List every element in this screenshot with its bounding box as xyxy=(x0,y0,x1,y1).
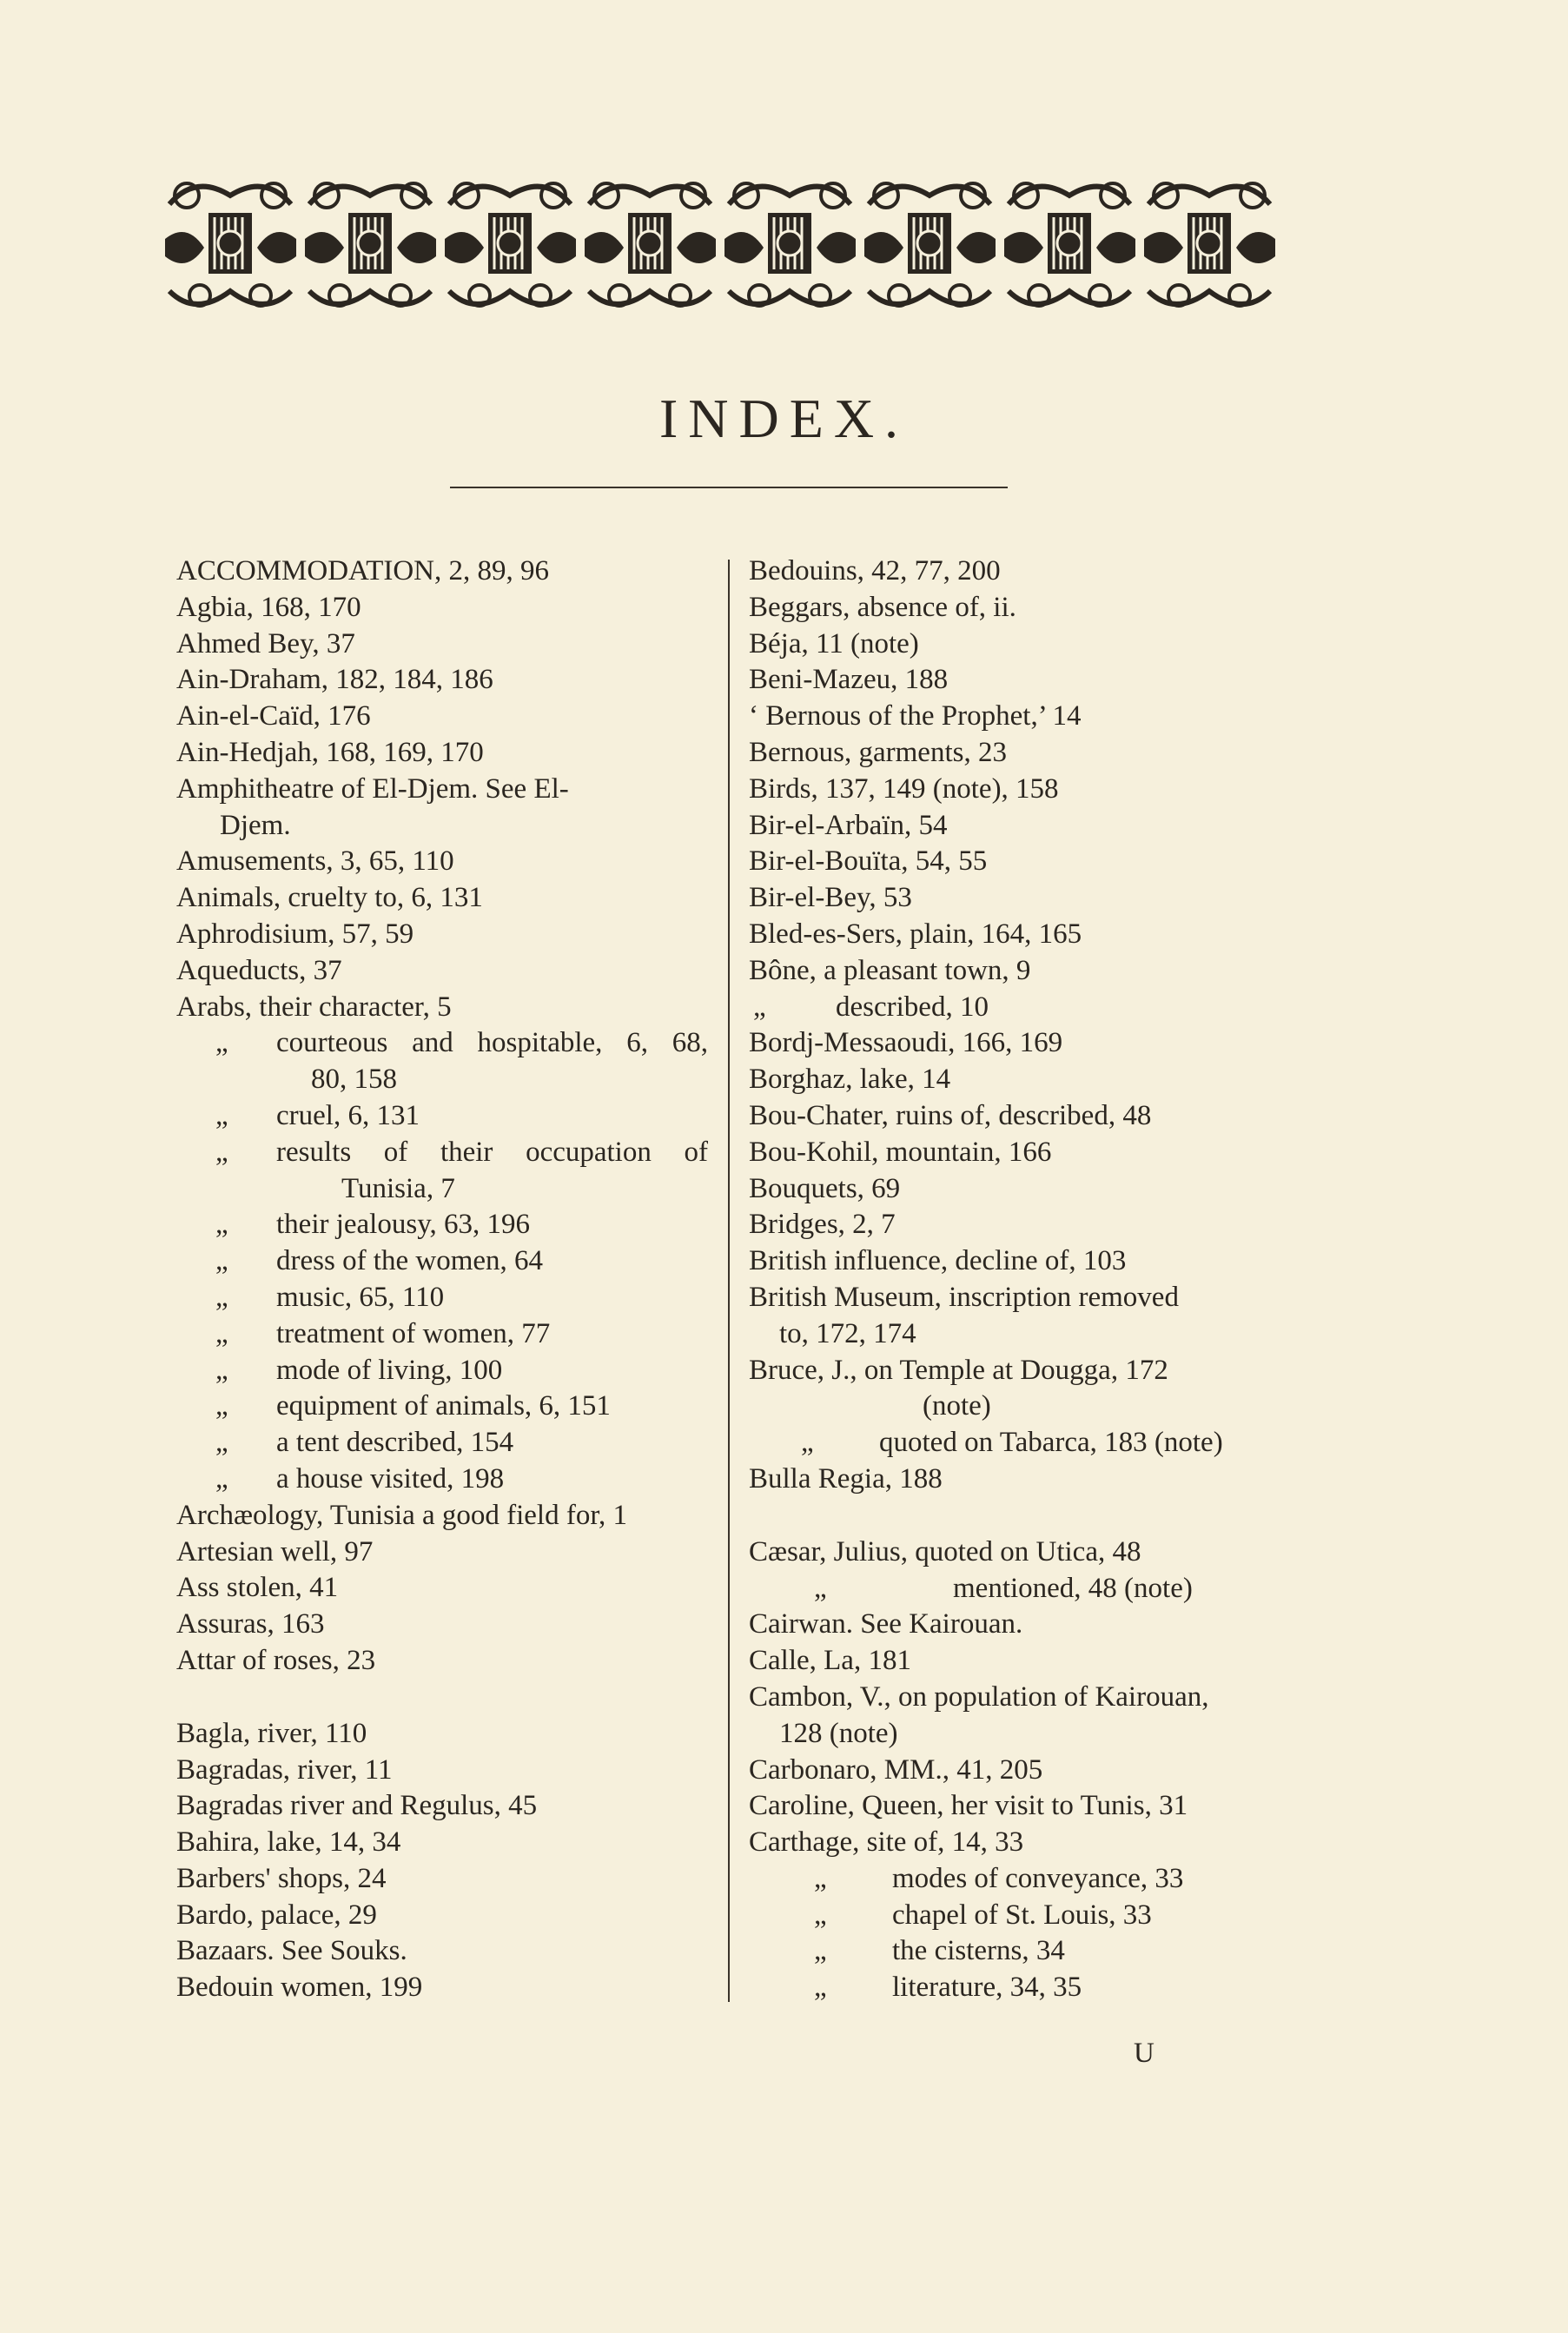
index-entry: Bedouins, 42, 77, 200 xyxy=(749,555,1001,587)
index-entry: Beggars, absence of, ii. xyxy=(749,591,1016,623)
signature-mark: U xyxy=(1134,2038,1154,2069)
index-entry: Bordj-Messaoudi, 166, 169 xyxy=(749,1027,1063,1059)
index-entry: Cæsar, Julius, quoted on Utica, 48 xyxy=(749,1535,1141,1567)
index-entry: British Museum, inscription removed xyxy=(749,1281,1179,1313)
index-entry: Bône, a pleasant town, 9 xyxy=(749,954,1031,986)
index-entry: Bahira, lake, 14, 34 xyxy=(176,1826,401,1859)
index-entry: Bou-Chater, ruins of, described, 48 xyxy=(749,1099,1152,1131)
index-entry: Béja, 11 (note) xyxy=(749,627,919,659)
index-column-right xyxy=(749,553,1279,2006)
index-subentry: „ described, 10 xyxy=(753,991,989,1023)
index-entry: Amphitheatre of El-Djem. See El- xyxy=(176,772,569,805)
index-subentry: „ music, 65, 110 xyxy=(215,1281,445,1313)
index-entry: Bulla Regia, 188 xyxy=(749,1462,943,1495)
index-entry: Ain-Draham, 182, 184, 186 xyxy=(176,664,493,696)
section-gap xyxy=(176,1680,708,1716)
index-entry-continuation: to, 172, 174 xyxy=(779,1317,916,1349)
index-entry: Calle, La, 181 xyxy=(749,1645,911,1677)
index-entry-continuation: Djem. xyxy=(220,809,291,841)
index-subentry: „ the cisterns, 34 xyxy=(814,1935,1065,1967)
index-entry: Ain-Hedjah, 168, 169, 170 xyxy=(176,736,484,768)
index-entry: Bir-el-Bouïta, 54, 55 xyxy=(749,845,988,878)
index-entry: Borghaz, lake, 14 xyxy=(749,1064,951,1096)
index-column-left xyxy=(176,553,708,2006)
index-entry: Arabs, their character, 5 xyxy=(176,991,452,1023)
index-entry: Assuras, 163 xyxy=(176,1608,325,1640)
index-entry: Caroline, Queen, her visit to Tunis, 31 xyxy=(749,1790,1188,1822)
index-entry: Ahmed Bey, 37 xyxy=(176,627,355,659)
page-title: INDEX. xyxy=(658,388,910,449)
index-entry: Bagla, river, 110 xyxy=(176,1717,367,1749)
index-entry: British influence, decline of, 103 xyxy=(749,1245,1127,1277)
index-entry: Aphrodisium, 57, 59 xyxy=(176,918,414,950)
index-subentry: „ a house visited, 198 xyxy=(215,1462,505,1495)
index-entry: Bir-el-Bey, 53 xyxy=(749,882,912,914)
column-divider xyxy=(728,560,730,2002)
index-entry: Carbonaro, MM., 41, 205 xyxy=(749,1753,1043,1786)
index-entry: Artesian well, 97 xyxy=(176,1535,374,1567)
index-entry: ‘ Bernous of the Prophet,’ 14 xyxy=(749,700,1082,732)
index-subentry: „ cruel, 6, 131 xyxy=(215,1099,420,1131)
index-entry: Agbia, 168, 170 xyxy=(176,591,361,623)
index-entry: Animals, cruelty to, 6, 131 xyxy=(176,882,483,914)
index-entry: Bled-es-Sers, plain, 164, 165 xyxy=(749,918,1082,950)
title-rule xyxy=(450,487,1008,488)
section-gap xyxy=(749,1498,1279,1534)
index-entry-continuation: (note) xyxy=(923,1390,991,1422)
index-entry: Cambon, V., on population of Kairouan, xyxy=(749,1680,1209,1713)
index-entry: Bagradas river and Regulus, 45 xyxy=(176,1790,538,1822)
index-entry: Amusements, 3, 65, 110 xyxy=(176,845,454,878)
index-entry: Ass stolen, 41 xyxy=(176,1572,339,1604)
index-subentry: „ treatment of women, 77 xyxy=(215,1317,551,1349)
decorative-floral-headpiece-icon xyxy=(161,169,1280,317)
index-entry: Bouquets, 69 xyxy=(749,1172,901,1204)
index-subentry: „ courteous and hospitable, 6, 68, xyxy=(215,1027,708,1059)
index-subentry: „ modes of conveyance, 33 xyxy=(814,1862,1184,1894)
index-entry: Bazaars. See Souks. xyxy=(176,1935,407,1967)
index-subentry: „ results of their occupation of xyxy=(215,1136,708,1168)
index-entry: Bedouin women, 199 xyxy=(176,1972,423,2004)
index-subentry: „ a tent described, 154 xyxy=(215,1427,514,1459)
index-entry: Bernous, garments, 23 xyxy=(749,736,1007,768)
index-subentry-continuation: 80, 158 xyxy=(311,1064,397,1096)
index-subentry: „ mode of living, 100 xyxy=(215,1354,503,1386)
index-entry: Carthage, site of, 14, 33 xyxy=(749,1826,1024,1859)
index-entry: Beni-Mazeu, 188 xyxy=(749,664,949,696)
index-entry: Ain-el-Caïd, 176 xyxy=(176,700,371,732)
index-entry: Bardo, palace, 29 xyxy=(176,1899,377,1931)
index-subentry-continuation: Tunisia, 7 xyxy=(341,1172,455,1204)
index-subentry: „ quoted on Tabarca, 183 (note) xyxy=(801,1427,1223,1459)
index-entry: Attar of roses, 23 xyxy=(176,1644,376,1676)
index-entry: Bruce, J., on Temple at Dougga, 172 xyxy=(749,1354,1168,1386)
index-entry: Cairwan. See Kairouan. xyxy=(749,1608,1023,1640)
index-entry: Birds, 137, 149 (note), 158 xyxy=(749,772,1059,805)
index-subentry: „ chapel of St. Louis, 33 xyxy=(814,1899,1152,1931)
index-entry: ACCOMMODATION, 2, 89, 96 xyxy=(176,555,550,587)
index-subentry: „ literature, 34, 35 xyxy=(814,1972,1082,2004)
index-entry: Bir-el-Arbaïn, 54 xyxy=(749,809,948,841)
index-entry: Aqueducts, 37 xyxy=(176,954,342,986)
index-entry: Archæology, Tunisia a good field for, 1 xyxy=(176,1499,628,1531)
index-entry: Barbers' shops, 24 xyxy=(176,1862,387,1894)
index-subentry: „ their jealousy, 63, 196 xyxy=(215,1209,531,1241)
index-subentry: „ mentioned, 48 (note) xyxy=(814,1572,1193,1604)
index-subentry: „ dress of the women, 64 xyxy=(215,1245,544,1277)
index-entry: Bou-Kohil, mountain, 166 xyxy=(749,1136,1052,1168)
index-entry-continuation: 128 (note) xyxy=(779,1717,898,1749)
index-entry: Bridges, 2, 7 xyxy=(749,1209,896,1241)
index-subentry: „ equipment of animals, 6, 151 xyxy=(215,1390,611,1422)
index-entry: Bagradas, river, 11 xyxy=(176,1753,393,1786)
